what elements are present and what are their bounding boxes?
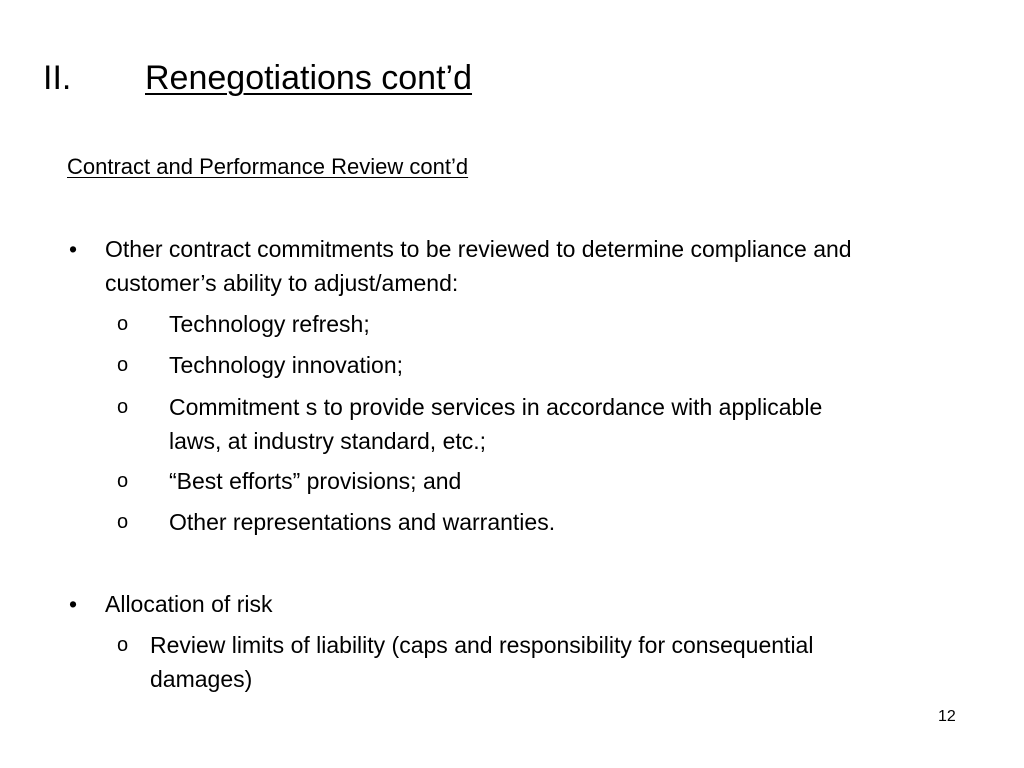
bullet-marker: • xyxy=(69,591,78,617)
sub-bullet-text: Review limits of liability (caps and responsibility for consequential damages) xyxy=(150,632,814,692)
sub-bullet-item xyxy=(117,505,877,539)
sub-bullet-text: Commitment s to provide services in accordance with applicable laws, at industry standard, etc.; xyxy=(169,394,823,454)
sub-bullet-text: “Best efforts” provisions; and xyxy=(169,468,462,494)
sub-bullet-item xyxy=(117,464,877,498)
sub-bullet-text: Other representations and warranties. xyxy=(169,509,556,535)
slide-title xyxy=(43,54,472,102)
sub-bullet-marker: o xyxy=(117,470,129,492)
title-text: Renegotiations cont’d xyxy=(145,59,473,97)
sub-bullet-item xyxy=(117,307,877,341)
sub-bullet-item xyxy=(117,390,877,458)
sub-bullet-marker: o xyxy=(117,511,129,533)
sub-bullet-marker: o xyxy=(117,313,129,335)
bullet-item xyxy=(69,232,869,300)
sub-bullet-text: Technology innovation; xyxy=(169,352,403,378)
sub-bullet-marker: o xyxy=(117,396,129,418)
section-subtitle: Contract and Performance Review cont’d xyxy=(67,154,469,179)
bullet-marker: • xyxy=(69,236,78,262)
title-number: II. xyxy=(43,59,72,97)
bullet-text: Other contract commitments to be reviewed to determine compliance and customer’s ability to adjust/amend: xyxy=(105,236,852,296)
sub-bullet-marker: o xyxy=(117,354,129,376)
sub-bullet-item xyxy=(117,628,877,696)
bullet-text: Allocation of risk xyxy=(105,591,273,617)
sub-bullet-item xyxy=(117,348,877,382)
bullet-item xyxy=(69,587,869,621)
sub-bullet-marker: o xyxy=(117,634,129,656)
page-number: 12 xyxy=(938,708,956,725)
sub-bullet-text: Technology refresh; xyxy=(169,311,370,337)
